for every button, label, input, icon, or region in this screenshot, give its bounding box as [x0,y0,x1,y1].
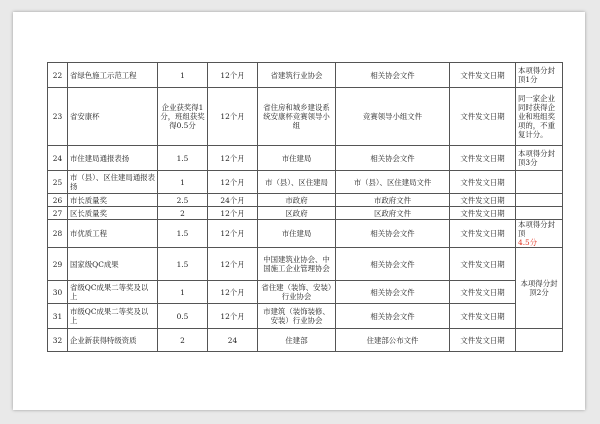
basis-doc: 相关协会文件 [336,304,450,329]
basis-doc: 市政府文件 [336,194,450,207]
basis-doc: 相关协会文件 [336,281,450,304]
document-page [13,12,585,410]
issuing-org: 市建筑（装饰装修、安装）行业协会 [258,304,336,329]
validity-period: 12个月 [208,63,258,88]
row-number: 26 [48,194,68,207]
score-cell: 2 [158,207,208,220]
start-date: 文件发文日期 [450,88,516,146]
table-row [48,329,563,352]
remark-merged: 本项得分封顶2分 [516,248,563,329]
row-number: 28 [48,220,68,248]
remark [516,171,563,194]
remark: 本项得分封顶3分 [516,146,563,171]
validity-period: 12个月 [208,304,258,329]
basis-doc: 市（县）、区住建局文件 [336,171,450,194]
award-name: 市（县）、区住建局通报表扬 [68,171,158,194]
validity-period: 12个月 [208,171,258,194]
issuing-org: 省建筑行业协会 [258,63,336,88]
award-name: 市优质工程 [68,220,158,248]
remark [516,220,563,248]
basis-doc: 竞赛领导小组文件 [336,88,450,146]
row-number: 27 [48,207,68,220]
basis-doc: 相关协会文件 [336,63,450,88]
award-name: 市长质量奖 [68,194,158,207]
table-row [48,146,563,171]
score-cell: 1.5 [158,220,208,248]
issuing-org: 区政府 [258,207,336,220]
issuing-org: 中国建筑业协会、中国施工企业管理协会 [258,248,336,281]
start-date: 文件发文日期 [450,248,516,281]
row-number: 22 [48,63,68,88]
award-name: 企业新获得特级资质 [68,329,158,352]
row-number: 24 [48,146,68,171]
table-row [48,304,563,329]
score-cell: 1.5 [158,146,208,171]
validity-period: 12个月 [208,248,258,281]
start-date: 文件发文日期 [450,281,516,304]
table-row [48,220,563,248]
remark: 同一家企业同时获得企业和班组奖项的，不重复计分。 [516,88,563,146]
award-name: 市住建局通报表扬 [68,146,158,171]
start-date: 文件发文日期 [450,207,516,220]
score-cell: 企业获奖得1分，班组获奖得0.5分 [158,88,208,146]
remark-text: 本项得分封顶 [518,220,555,238]
issuing-org: 市政府 [258,194,336,207]
award-name: 省绿色施工示范工程 [68,63,158,88]
row-number: 30 [48,281,68,304]
basis-doc: 相关协会文件 [336,248,450,281]
remark-cap-highlight: 4.5分 [518,238,538,247]
start-date: 文件发文日期 [450,63,516,88]
issuing-org: 市（县）、区住建局 [258,171,336,194]
score-cell: 2.5 [158,194,208,207]
score-cell: 0.5 [158,304,208,329]
table-row [48,248,563,281]
score-cell: 1.5 [158,248,208,281]
basis-doc: 住建部公布文件 [336,329,450,352]
issuing-org: 市住建局 [258,146,336,171]
remark [516,207,563,220]
validity-period: 12个月 [208,220,258,248]
start-date: 文件发文日期 [450,220,516,248]
start-date: 文件发文日期 [450,329,516,352]
award-name: 省级QC成果二等奖及以上 [68,281,158,304]
issuing-org: 住建部 [258,329,336,352]
score-cell: 1 [158,63,208,88]
issuing-org: 省住房和城乡建设系统安康杯竞赛领导小组 [258,88,336,146]
validity-period: 12个月 [208,281,258,304]
start-date: 文件发文日期 [450,171,516,194]
table-row [48,194,563,207]
row-number: 31 [48,304,68,329]
table-row [48,63,563,88]
validity-period: 24个月 [208,194,258,207]
remark [516,329,563,352]
award-name: 市级QC成果二等奖及以上 [68,304,158,329]
basis-doc: 区政府文件 [336,207,450,220]
validity-period: 12个月 [208,88,258,146]
score-cell: 1 [158,171,208,194]
validity-period: 12个月 [208,146,258,171]
score-cell: 1 [158,281,208,304]
issuing-org: 市住建局 [258,220,336,248]
row-number: 29 [48,248,68,281]
basis-doc: 相关协会文件 [336,146,450,171]
award-name: 区长质量奖 [68,207,158,220]
start-date: 文件发文日期 [450,146,516,171]
basis-doc: 相关协会文件 [336,220,450,248]
table-row [48,88,563,146]
row-number: 23 [48,88,68,146]
start-date: 文件发文日期 [450,304,516,329]
award-name: 国家级QC成果 [68,248,158,281]
score-cell: 2 [158,329,208,352]
validity-period: 12个月 [208,207,258,220]
table-row [48,207,563,220]
validity-period: 24 [208,329,258,352]
table-row [48,281,563,304]
start-date: 文件发文日期 [450,194,516,207]
award-name: 省安康杯 [68,88,158,146]
remark: 本项得分封顶1分 [516,63,563,88]
score-table [47,62,563,352]
table-row [48,171,563,194]
remark [516,194,563,207]
row-number: 32 [48,329,68,352]
row-number: 25 [48,171,68,194]
issuing-org: 省住建（装饰、安装）行业协会 [258,281,336,304]
